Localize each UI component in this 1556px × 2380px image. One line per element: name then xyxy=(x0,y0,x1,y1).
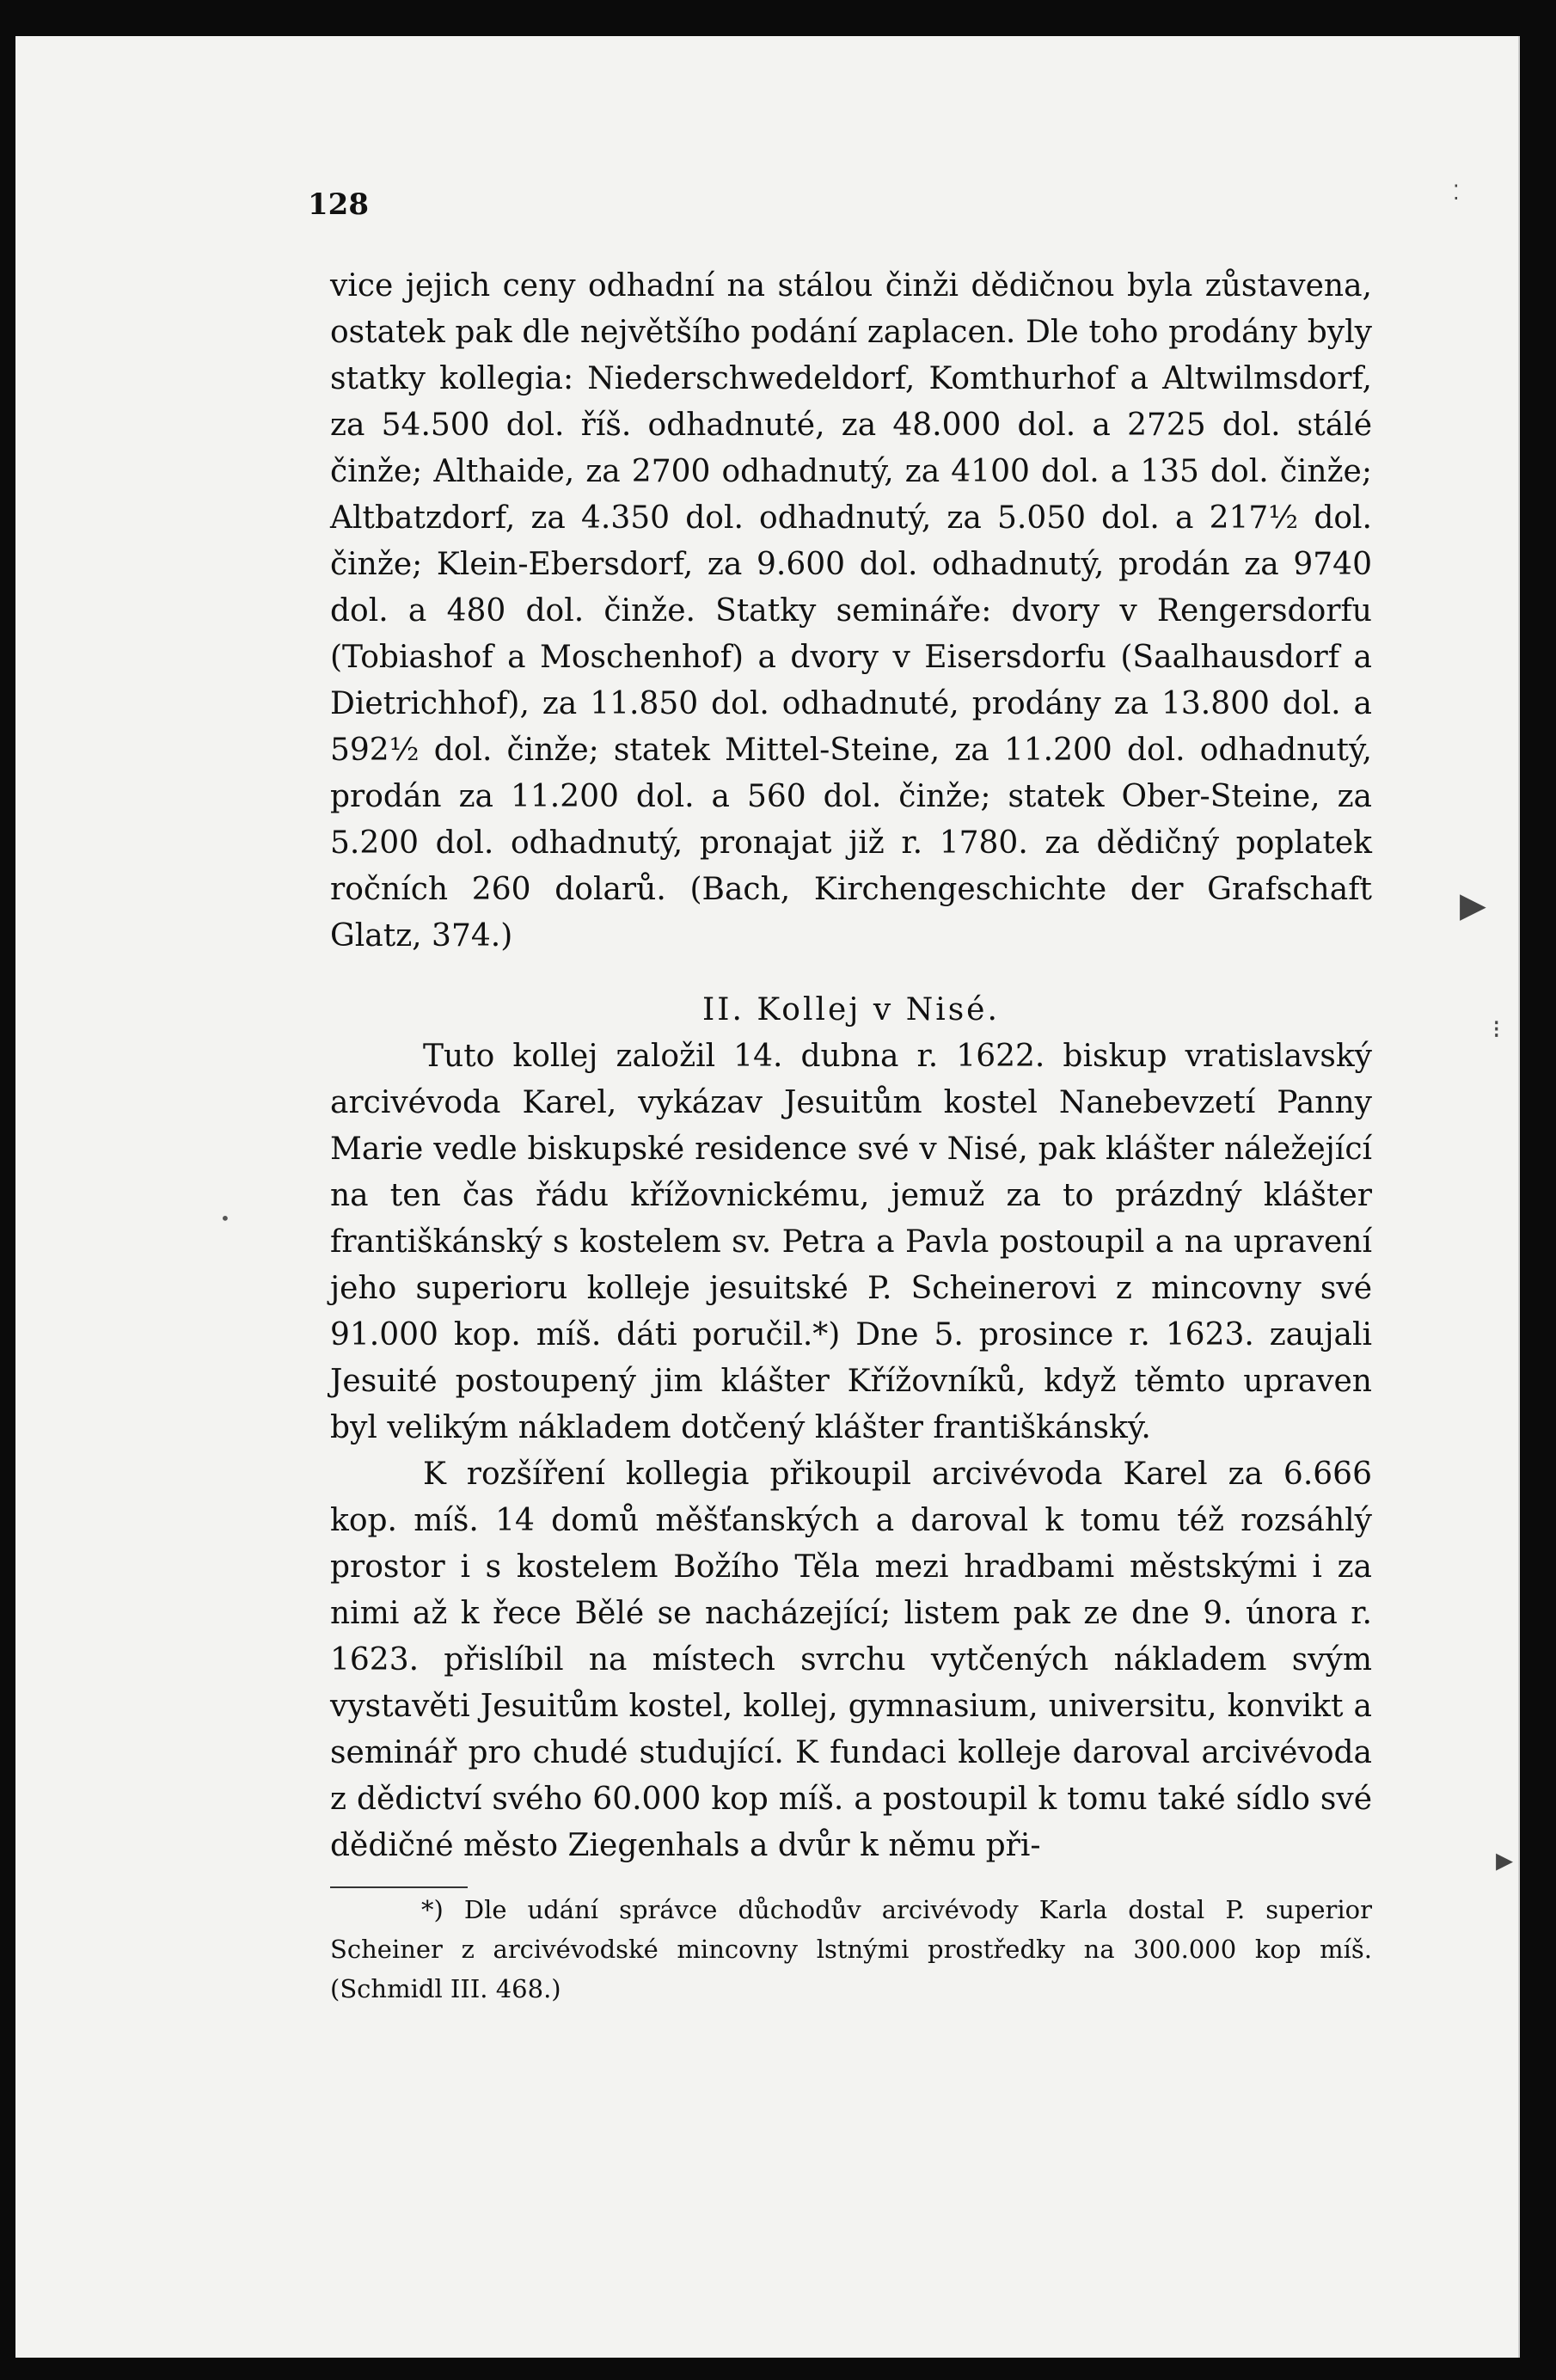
scan-artifact-right-lower: ⁝ xyxy=(1492,1015,1501,1045)
top-paragraph: vice jejich ceny odhadní na stálou činži dědičnou byla zůstavena, ostatek pak dle největšího podání zaplacen. Dle toho prodány byly statky kollegia: Niederschwedeldorf, Komthurhof a Altwilmsdorf, za 54.500 dol. říš. odhadnuté, za 48.000 dol. a 2725 dol. stálé činže; Althaide, za 2700 odhadnutý, za 4100 dol. a 135 dol. činže; Altbatzdorf, za 4.350 dol. odhadnutý, za 5.050 dol. a 217½ dol. činže; Klein-Ebersdorf, za 9.600 dol. odhadnutý, prodán za 9740 dol. a 480 dol. činže. Statky semináře: dvory v Rengersdorfu (Tobiashof a Moschenhof) a dvory v Eisersdorfu (Saalhausdorf a Dietrichhof), za 11.850 dol. odhadnuté, prodány za 13.800 dol. a 592½ dol. činže; statek Mittel-Steine, za 11.200 dol. odhadnutý, prodán za 11.200 dol. a 560 dol. činže; statek Ober-Steine, za 5.200 dol. odhadnutý, pronajat již r. 1780. za dědičný poplatek ročních 260 dolarů. (Bach, Kirchengeschichte der Grafschaft Glatz, 374.) xyxy=(330,268,1372,954)
footnote: *) Dle udání správce důchodův arcivévody Karla dostal P. superior Scheiner z arcivévodské mincovny lstnými prostředky na 300.000 kop míš. (Schmidl III. 468.) xyxy=(330,1895,1372,2003)
page-number: 128 xyxy=(308,187,369,222)
scan-artifact-right-bottom: ▸ xyxy=(1496,1840,1514,1880)
body-paragraph-2: K rozšíření kollegia přikoupil arcivévoda Karel za 6.666 kop. míš. 14 domů měšťanských a daroval k tomu též rozsáhlý prostor i s kostelem Božího Těla mezi hradbami městskými i za nimi až k řece Bělé se nacházející; listem pak ze dne 9. února r. 1623. přislíbil na místech svrchu vytčených nákladem svým vystavěti Jesuitům kostel, kollej, gymnasium, universitu, konvikt a seminář pro chudé studující. K fundaci kolleje daroval arcivévoda z dědictví svého 60.000 kop míš. a postoupil k tomu také sídlo své dědičné město Ziegenhals a dvůr k němu při- xyxy=(330,1457,1372,1863)
scan-artifact-top-right: ⁚ xyxy=(1453,181,1460,205)
section-heading: II. Kollej v Nisé. xyxy=(702,992,1000,1027)
body-paragraph-1: Tuto kollej založil 14. dubna r. 1622. biskup vratislavský arcivévoda Karel, vykázav Jesuitům kostel Nanebevzetí Panny Marie vedle biskupské residence své v Nisé, pak klášter náležející na ten čas řádu křížovnickému, jemuž za to prázdný klášter františkánský s kostelem sv. Petra a Pavla postoupil a na upravení jeho superioru kolleje jesuitské P. Scheinerovi z mincovny své 91.000 kop. míš. dáti poručil.*) Dne 5. prosince r. 1623. zaujali Jesuité postoupený jim klášter Křížovníků, když těmto upraven byl velikým nákladem dotčený klášter františkánský. xyxy=(330,1039,1372,1445)
footnote-divider xyxy=(330,1886,468,1888)
scan-dot-left: • xyxy=(220,1208,230,1229)
scan-artifact-right-middle: ▶ xyxy=(1460,886,1486,925)
top-paragraph-block xyxy=(330,263,1372,960)
section-block xyxy=(330,987,1372,1869)
